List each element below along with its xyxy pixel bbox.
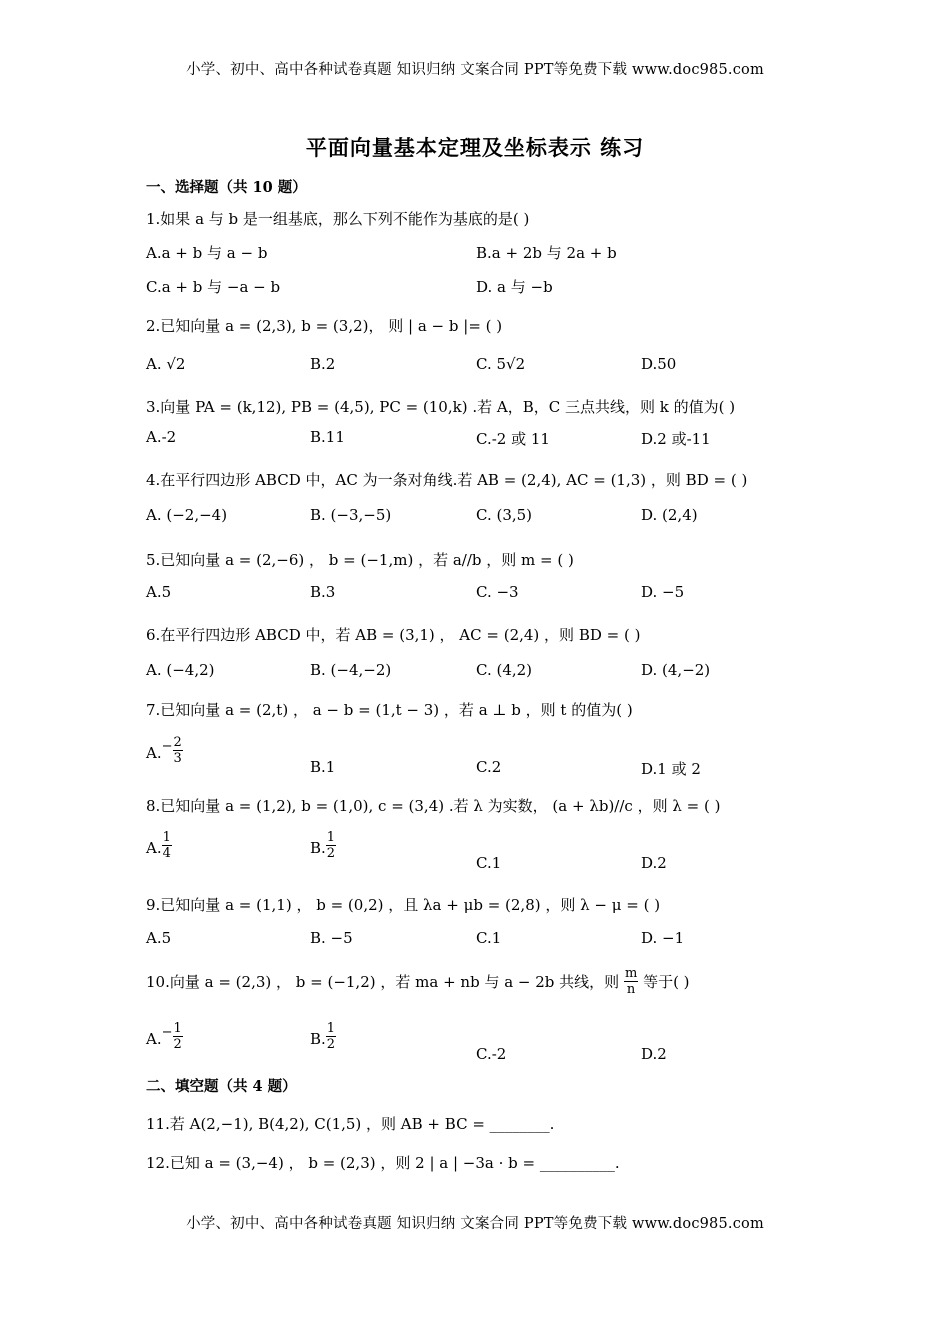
question-2-option-a: A. √2 <box>146 355 186 373</box>
fraction-numerator: 1 <box>162 830 171 845</box>
question-9-option-d: D. −1 <box>641 929 685 947</box>
question-3-option-c: C.-2 或 11 <box>476 430 550 448</box>
question-8-option-a <box>146 830 172 861</box>
fraction-numerator: 1 <box>326 1021 336 1036</box>
question-5-stem: 5.已知向量 a = (2,−6) ， b = (−1,m) ，若 a//b ，则 m = ( ) <box>146 551 574 569</box>
question-3-option-a: A.-2 <box>146 428 177 446</box>
question-7-option-b: B.1 <box>310 758 336 776</box>
question-3-option-b: B.11 <box>310 428 345 446</box>
section-choice-heading: 一、选择题（共 10 题） <box>146 179 307 196</box>
minus-sign: − <box>161 739 173 754</box>
question-8-stem: 8.已知向量 a = (1,2), b = (1,0), c = (3,4) .若 λ 为实数， (a + λb)//c ，则 λ = ( ) <box>146 797 721 815</box>
question-4-option-b: B. (−3,−5) <box>310 506 392 524</box>
question-7-option-d: D.1 或 2 <box>641 760 701 778</box>
fraction-numerator: 1 <box>173 1021 182 1036</box>
question-6-option-a: A. (−4,2) <box>146 661 215 679</box>
question-10-option-a <box>146 1021 183 1052</box>
fraction-denominator: 3 <box>173 751 182 766</box>
fraction <box>326 830 336 861</box>
question-6-option-d: D. (4,−2) <box>641 661 711 679</box>
fraction-denominator: n <box>626 982 636 997</box>
fraction-denominator: 4 <box>162 846 171 861</box>
question-9-option-b: B. −5 <box>310 929 353 947</box>
question-4-option-a: A. (−2,−4) <box>146 506 228 524</box>
fraction-numerator: m <box>624 966 638 981</box>
question-1-stem: 1.如果 a 与 b 是一组基底，那么下列不能作为基底的是( ) <box>146 210 530 228</box>
question-10-option-b <box>310 1021 336 1052</box>
fraction <box>173 1021 183 1052</box>
question-6-stem: 6.在平行四边形 ABCD 中，若 AB = (3,1) ， AC = (2,4) ，则 BD = ( ) <box>146 626 641 644</box>
fraction-denominator: 2 <box>326 1037 336 1052</box>
question-11-stem: 11.若 A(2,−1), B(4,2), C(1,5) ，则 AB + BC = ________. <box>146 1115 555 1133</box>
question-9-stem: 9.已知向量 a = (1,1) ， b = (0,2) ，且 λa + μb = (2,8) ，则 λ − μ = ( ) <box>146 896 661 914</box>
question-4-option-c: C. (3,5) <box>476 506 533 524</box>
question-12-stem: 12.已知 a = (3,−4) ， b = (2,3) ，则 2 | a | −3a · b = __________. <box>146 1154 620 1172</box>
question-10-option-c: C.-2 <box>476 1045 507 1063</box>
option-label: A. <box>146 1030 162 1048</box>
question-5-option-a: A.5 <box>146 583 172 601</box>
question-6-option-b: B. (−4,−2) <box>310 661 392 679</box>
question-10-option-d: D.2 <box>641 1045 667 1063</box>
minus-sign: − <box>161 1025 173 1040</box>
fraction <box>173 735 183 766</box>
stem-text: 等于( ) <box>643 973 690 991</box>
stem-text: 10.向量 a = (2,3) ， b = (−1,2) ，若 ma + nb 与 a − 2b 共线，则 <box>146 973 620 991</box>
question-7-option-a <box>146 735 183 766</box>
page-title: 平面向量基本定理及坐标表示 练习 <box>305 135 645 160</box>
question-9-option-a: A.5 <box>146 929 172 947</box>
option-label: B. <box>310 1030 326 1048</box>
question-1-option-c: C.a + b 与 −a − b <box>146 278 281 296</box>
question-1-option-b: B.a + 2b 与 2a + b <box>476 244 617 262</box>
question-3-option-d: D.2 或-11 <box>641 430 711 448</box>
question-1-option-a: A.a + b 与 a − b <box>146 244 268 262</box>
question-6-option-c: C. (4,2) <box>476 661 533 679</box>
question-7-option-c: C.2 <box>476 758 502 776</box>
option-label: A. <box>146 744 162 762</box>
question-8-option-c: C.1 <box>476 854 502 872</box>
question-8-option-d: D.2 <box>641 854 667 872</box>
option-label: B. <box>310 839 326 857</box>
question-2-option-c: C. 5√2 <box>476 355 526 373</box>
fraction-numerator: 1 <box>326 830 336 845</box>
question-2-stem: 2.已知向量 a = (2,3), b = (3,2)， 则 | a − b |= ( ) <box>146 317 503 335</box>
page-footer: 小学、初中、高中各种试卷真题 知识归纳 文案合同 PPT等免费下载 www.doc985.com <box>186 1216 764 1232</box>
fraction <box>326 1021 336 1052</box>
question-2-option-b: B.2 <box>310 355 336 373</box>
question-4-option-d: D. (2,4) <box>641 506 698 524</box>
question-1-option-d: D. a 与 −b <box>476 278 553 296</box>
question-5-option-b: B.3 <box>310 583 336 601</box>
question-4-stem: 4.在平行四边形 ABCD 中，AC 为一条对角线.若 AB = (2,4), AC = (1,3) ，则 BD = ( ) <box>146 471 748 489</box>
fraction <box>624 966 638 997</box>
fraction-numerator: 2 <box>173 735 182 750</box>
question-7-stem: 7.已知向量 a = (2,t) ， a − b = (1,t − 3) ，若 a ⊥ b ，则 t 的值为( ) <box>146 701 633 719</box>
section-fill-heading: 二、填空题（共 4 题） <box>146 1078 297 1095</box>
page-header: 小学、初中、高中各种试卷真题 知识归纳 文案合同 PPT等免费下载 www.doc985.com <box>186 62 764 78</box>
question-3-stem: 3.向量 PA = (k,12), PB = (4,5), PC = (10,k) .若 A，B，C 三点共线，则 k 的值为( ) <box>146 398 736 416</box>
question-10-stem <box>146 966 690 997</box>
fraction-denominator: 2 <box>173 1037 182 1052</box>
question-8-option-b <box>310 830 336 861</box>
question-5-option-d: D. −5 <box>641 583 685 601</box>
option-label: A. <box>146 839 162 857</box>
fraction-denominator: 2 <box>326 846 336 861</box>
question-2-option-d: D.50 <box>641 355 677 373</box>
question-9-option-c: C.1 <box>476 929 502 947</box>
question-5-option-c: C. −3 <box>476 583 519 601</box>
fraction <box>162 830 172 861</box>
